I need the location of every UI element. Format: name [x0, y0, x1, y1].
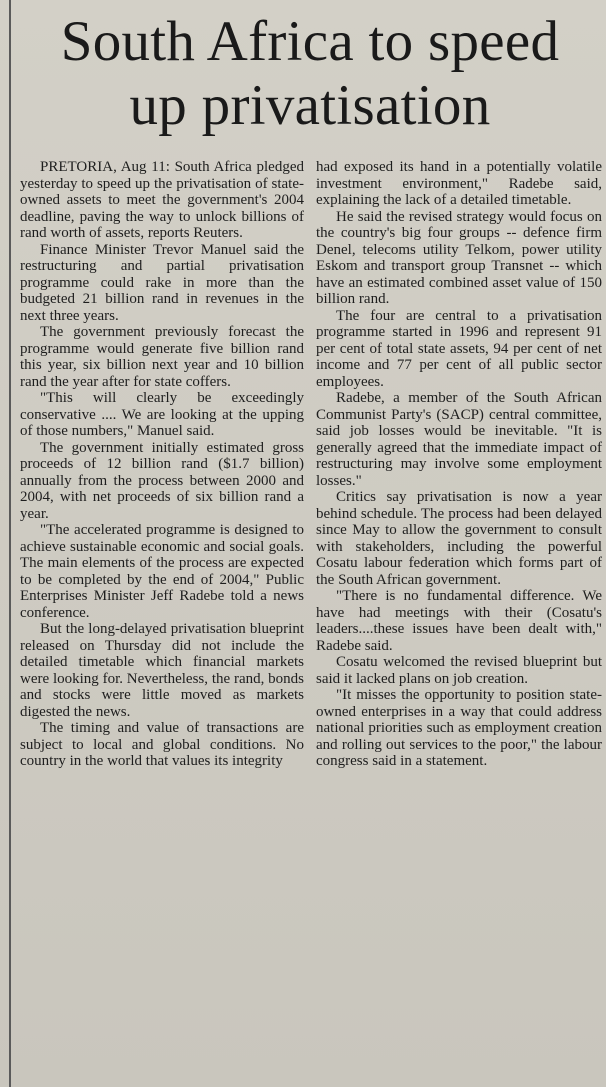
right-column — [316, 159, 602, 770]
left-column — [20, 159, 304, 770]
headline-line-2: up privatisation — [129, 74, 491, 137]
paragraph: Finance Minister Trevor Manuel said the restructuring and partial privatisation programme could rake in more than the budgeted 21 billion rand in revenues in the next three years. — [20, 241, 304, 324]
paragraph: "There is no fundamental difference. We have had meetings with their (Cosatu's leaders....these issues have been dealt with," Radebe said. — [316, 588, 602, 654]
paragraph: The government previously forecast the programme would generate five billion rand this year, six billion next year and 10 billion rand the year after for state coffers. — [20, 324, 304, 390]
paragraph: He said the revised strategy would focus on the country's big four groups -- defence firm Denel, telecoms utility Telkom, power utility Eskom and transport group Transnet -- which have an estimated combined asset value of 150 billion rand. — [316, 208, 602, 307]
headline — [14, 10, 606, 138]
paragraph: The government initially estimated gross proceeds of 12 billion rand ($1.7 billion) annually from the process between 2000 and 2004, with net proceeds of six billion rand a year. — [20, 439, 304, 522]
paragraph-continuation: had exposed its hand in a potentially volatile investment environment," Radebe said, explaining the lack of a detailed timetable. — [316, 159, 602, 208]
paragraph: Critics say privatisation is now a year behind schedule. The process had been delayed since May to allow the government to consult with stakeholders, including the powerful Cosatu labour federation which forms part of the South African government. — [316, 489, 602, 588]
paragraph: "It misses the opportunity to position state-owned enterprises in a way that could address national priorities such as employment creation and rolling out services to the poor," the labour congress said in a statement. — [316, 687, 602, 769]
paragraph: Cosatu welcomed the revised blueprint but said it lacked plans on job creation. — [316, 654, 602, 687]
headline-line-1: South Africa to speed — [60, 10, 560, 73]
column-rule — [9, 0, 11, 1087]
paragraph: Radebe, a member of the South African Communist Party's (SACP) central committee, said job losses would be inevitable. "It is generally agreed that the immediate impact of restructuring may involve some employment losses." — [316, 390, 602, 489]
paragraph: The four are central to a privatisation programme started in 1996 and represent 91 per cent of total state assets, 94 per cent of net income and 77 per cent of all public sector employees. — [316, 307, 602, 390]
paragraph: PRETORIA, Aug 11: South Africa pledged yesterday to speed up the privatisation of state-owned assets to meet the government's 2004 deadline, paving the way to unlock billions of rand worth of assets, reports Reuters. — [20, 159, 304, 241]
paragraph: The timing and value of transactions are subject to local and global conditions. No country in the world that values its integrity — [20, 720, 304, 769]
paragraph: "This will clearly be exceedingly conservative .... We are looking at the upping of those numbers," Manuel said. — [20, 390, 304, 439]
paragraph: "The accelerated programme is designed to achieve sustainable economic and social goals. The main elements of the process are expected to be completed by the end of 2004," Public Enterprises Minister Jeff Radebe told a news conference. — [20, 522, 304, 621]
paragraph: But the long-delayed privatisation blueprint released on Thursday did not include the detailed timetable which financial markets were looking for. Nevertheless, the rand, bonds and stocks were little moved as markets digested the news. — [20, 621, 304, 720]
